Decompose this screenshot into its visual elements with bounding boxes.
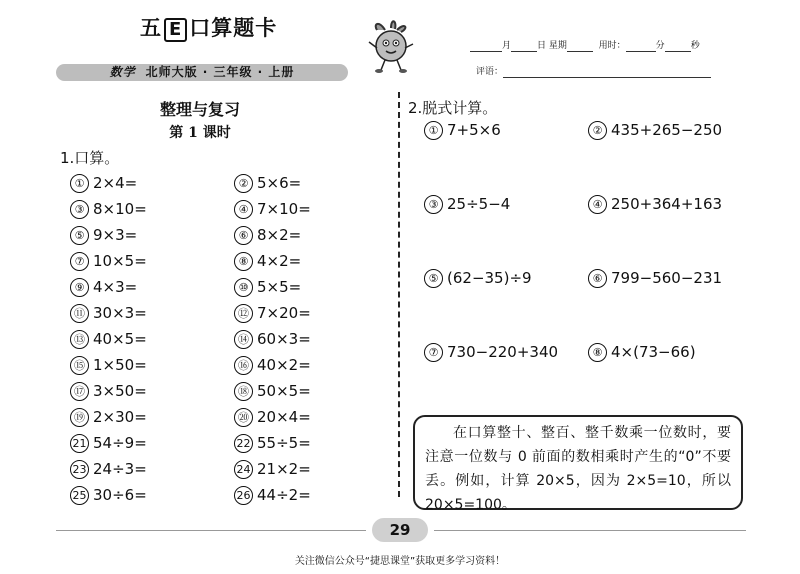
calc-item (70, 174, 137, 193)
section1-title: 1.口算。 (60, 149, 120, 167)
item-expression: 40×2= (257, 356, 311, 374)
item-number: ⑦ (70, 252, 89, 271)
item-expression: 3×50= (93, 382, 147, 400)
item-expression: 4×3= (93, 278, 138, 296)
minute-blank[interactable] (626, 42, 656, 52)
item-number: ⑭ (234, 330, 253, 349)
item-expression: 7+5×6 (447, 121, 501, 139)
item-expression: 7×20= (257, 304, 311, 322)
item-expression: 40×5= (93, 330, 147, 348)
item-expression: 54÷9= (93, 434, 147, 452)
item-expression: 8×10= (93, 200, 147, 218)
item-expression: 24÷3= (93, 460, 147, 478)
item-number: ④ (234, 200, 253, 219)
item-number: ⑫ (234, 304, 253, 323)
item-number: ⑲ (70, 408, 89, 427)
item-number: 25 (70, 486, 89, 505)
column-divider (398, 92, 400, 497)
item-number: ⑤ (424, 269, 443, 288)
item-number: ⑥ (588, 269, 607, 288)
calc-item (70, 278, 137, 297)
comment-blank[interactable] (503, 68, 711, 78)
mascot-icon (365, 18, 417, 74)
footer-rule-right (434, 530, 746, 531)
subject-label: 数学 (109, 65, 136, 79)
page-number: 29 (372, 518, 428, 542)
stepwise-item (424, 121, 501, 140)
item-number: ④ (588, 195, 607, 214)
item-expression: 730−220+340 (447, 343, 559, 361)
edition-label: 北师大版 · 三年级 · 上册 (145, 65, 295, 79)
item-number: ① (424, 121, 443, 140)
item-number: 22 (234, 434, 253, 453)
calc-item (234, 330, 311, 349)
item-expression: 60×3= (257, 330, 311, 348)
item-number: ⑳ (234, 408, 253, 427)
calc-item (234, 200, 311, 219)
item-expression: 1×50= (93, 356, 147, 374)
calc-item (234, 382, 311, 401)
item-number: ⑨ (70, 278, 89, 297)
item-number: ⑪ (70, 304, 89, 323)
brand-title (140, 12, 277, 42)
calc-item (234, 226, 301, 245)
item-expression: 8×2= (257, 226, 302, 244)
item-expression: 9×3= (93, 226, 138, 244)
item-expression: 30×3= (93, 304, 147, 322)
calc-item (234, 460, 311, 479)
calc-item (70, 382, 147, 401)
item-expression: 2×4= (93, 174, 138, 192)
item-number: 24 (234, 460, 253, 479)
calc-item (70, 304, 147, 323)
item-expression: 2×30= (93, 408, 147, 426)
month-blank[interactable] (470, 42, 502, 52)
item-number: ② (588, 121, 607, 140)
item-expression: 50×5= (257, 382, 311, 400)
calc-item (70, 486, 147, 505)
item-expression: 10×5= (93, 252, 147, 270)
item-number: 21 (70, 434, 89, 453)
item-number: ③ (70, 200, 89, 219)
item-number: ⑦ (424, 343, 443, 362)
footer-rule-left (56, 530, 366, 531)
brand-e-logo: E (164, 18, 187, 42)
calc-item (234, 356, 311, 375)
calc-item (70, 434, 147, 453)
weekday-blank[interactable] (567, 42, 593, 52)
stepwise-item (424, 343, 558, 362)
item-number: ⑬ (70, 330, 89, 349)
item-number: ⑥ (234, 226, 253, 245)
brand-prefix: 五 (140, 16, 162, 40)
second-blank[interactable] (665, 42, 691, 52)
item-expression: 799−560−231 (611, 269, 723, 287)
calc-item (70, 330, 147, 349)
item-expression: 5×5= (257, 278, 302, 296)
day-blank[interactable] (511, 42, 537, 52)
lesson-period: 第 1 课时 (169, 125, 231, 141)
item-number: ③ (424, 195, 443, 214)
tip-text: 在口算整十、整百、整千数乘一位数时，要注意一位数与 0 前面的数相乘时产生的“0”不要丢。例如，计算 20×5，因为 2×5=10，所以 20×5=100。 (425, 425, 731, 513)
subject-bar (56, 64, 348, 81)
item-number: ② (234, 174, 253, 193)
item-expression: 20×4= (257, 408, 311, 426)
calc-item (70, 200, 147, 219)
item-expression: 250+364+163 (611, 195, 723, 213)
stepwise-item (588, 343, 696, 362)
item-expression: 5×6= (257, 174, 302, 192)
item-number: ⑯ (234, 356, 253, 375)
stepwise-item (424, 269, 532, 288)
calc-item (234, 304, 311, 323)
item-number: ⑤ (70, 226, 89, 245)
lesson-title: 整理与复习 (159, 100, 240, 119)
item-number: ⑧ (588, 343, 607, 362)
item-expression: 30÷6= (93, 486, 147, 504)
calc-item (234, 486, 311, 505)
calc-item (234, 278, 301, 297)
calc-item (70, 356, 147, 375)
item-expression: 435+265−250 (611, 121, 723, 139)
calc-item (234, 174, 301, 193)
calc-item (70, 460, 147, 479)
stepwise-item (588, 269, 722, 288)
stepwise-item (588, 195, 722, 214)
section2-title: 2.脱式计算。 (408, 99, 498, 117)
stepwise-item (424, 195, 510, 214)
item-number: ⑰ (70, 382, 89, 401)
item-expression: 21×2= (257, 460, 311, 478)
calc-item (70, 226, 137, 245)
comment-line: 评语： (476, 66, 711, 78)
tip-box (413, 415, 743, 513)
calc-item (234, 408, 311, 427)
item-expression: 44÷2= (257, 486, 311, 504)
item-expression: 7×10= (257, 200, 311, 218)
item-number: ⑩ (234, 278, 253, 297)
item-expression: 55÷5= (257, 434, 311, 452)
brand-suffix: 口算题卡 (189, 16, 278, 40)
item-expression: 25÷5−4 (447, 195, 511, 213)
item-number: ⑱ (234, 382, 253, 401)
calc-item (70, 252, 147, 271)
calc-item (234, 252, 301, 271)
item-number: ⑮ (70, 356, 89, 375)
item-expression: 4×2= (257, 252, 302, 270)
stepwise-item (588, 121, 722, 140)
item-number: 26 (234, 486, 253, 505)
item-number: 23 (70, 460, 89, 479)
item-number: ⑧ (234, 252, 253, 271)
item-expression: 4×(73−66) (611, 343, 696, 361)
item-number: ① (70, 174, 89, 193)
date-line: 月 日 星期 用时： 分 秒 (470, 40, 700, 52)
item-expression: (62−35)÷9 (447, 269, 532, 287)
calc-item (70, 408, 147, 427)
footer-note: 关注微信公众号“捷思课堂”获取更多学习资料！ (294, 556, 506, 567)
calc-item (234, 434, 311, 453)
